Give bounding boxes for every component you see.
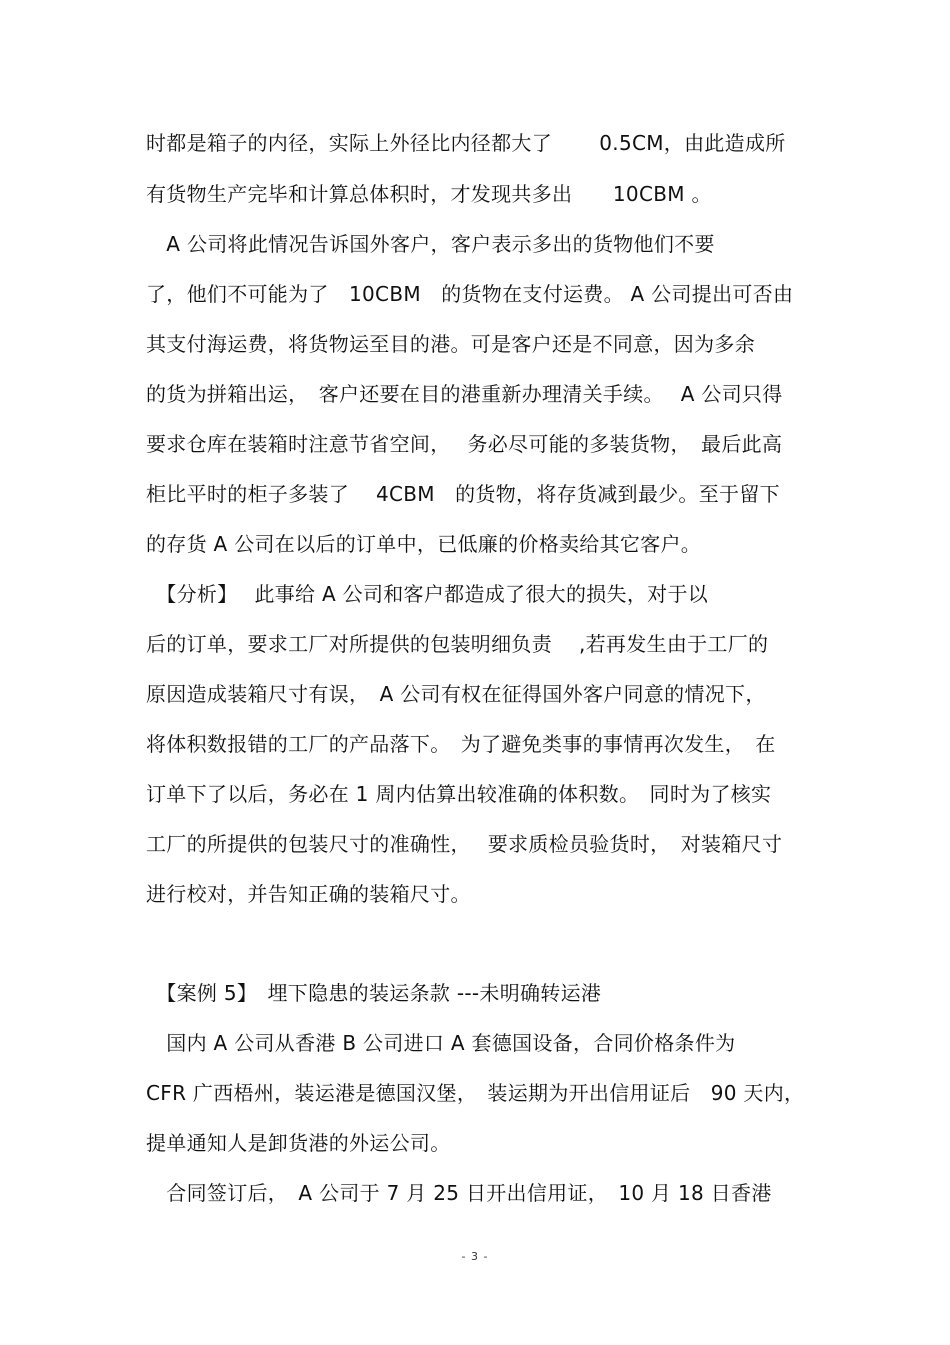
text-line: 工厂的所提供的包装尺寸的准确性， 要求质检员验货时， 对装箱尺寸 bbox=[146, 832, 783, 856]
text-line: 的货为拼箱出运， 客户还要在目的港重新办理清关手续。 A 公司只得 bbox=[146, 382, 783, 406]
text-line: 后的订单，要求工厂对所提供的包装明细负责 ,若再发生由于工厂的 bbox=[146, 632, 769, 656]
text-line: 合同签订后， A 公司于 7 月 25 日开出信用证， 10 月 18 日香港 bbox=[146, 1181, 772, 1205]
text-line: A 公司将此情况告诉国外客户，客户表示多出的货物他们不要 bbox=[146, 232, 715, 256]
text-line: 提单通知人是卸货港的外运公司。 bbox=[146, 1131, 451, 1155]
text-line: 订单下了以后，务必在 1 周内估算出较准确的体积数。 同时为了核实 bbox=[146, 782, 772, 806]
text-line: 原因造成装箱尺寸有误， A 公司有权在征得国外客户同意的情况下， bbox=[146, 682, 766, 706]
text-line: 了，他们不可能为了 10CBM 的货物在支付运费。 A 公司提出可否由 bbox=[146, 282, 794, 306]
text-line: 时都是箱子的内径，实际上外径比内径都大了 0.5CM，由此造成所 bbox=[146, 131, 786, 155]
page-number: - 3 - bbox=[461, 1250, 489, 1263]
text-line: 要求仓库在装箱时注意节省空间， 务必尽可能的多装货物， 最后此高 bbox=[146, 432, 783, 456]
text-line: 的存货 A 公司在以后的订单中，已低廉的价格卖给其它客户。 bbox=[146, 532, 702, 556]
text-line: 进行校对，并告知正确的装箱尺寸。 bbox=[146, 882, 471, 906]
text-line: 国内 A 公司从香港 B 公司进口 A 套德国设备，合同价格条件为 bbox=[146, 1031, 736, 1055]
text-line: 将体积数报错的工厂的产品落下。 为了避免类事的事情再次发生， 在 bbox=[146, 732, 776, 756]
analysis-heading-line: 【分析】 此事给 A 公司和客户都造成了很大的损失，对于以 bbox=[146, 582, 709, 606]
text-line: 有货物生产完毕和计算总体积时，才发现共多出 10CBM 。 bbox=[146, 182, 712, 206]
case-heading: 【案例 5】 埋下隐患的装运条款 ---未明确转运港 bbox=[146, 981, 602, 1005]
text-line: CFR 广西梧州，装运港是德国汉堡， 装运期为开出信用证后 90 天内， bbox=[146, 1081, 805, 1105]
text-line: 柜比平时的柜子多装了 4CBM 的货物，将存货减到最少。至于留下 bbox=[146, 482, 780, 506]
text-line: 其支付海运费，将货物运至目的港。可是客户还是不同意，因为多余 bbox=[146, 332, 755, 356]
